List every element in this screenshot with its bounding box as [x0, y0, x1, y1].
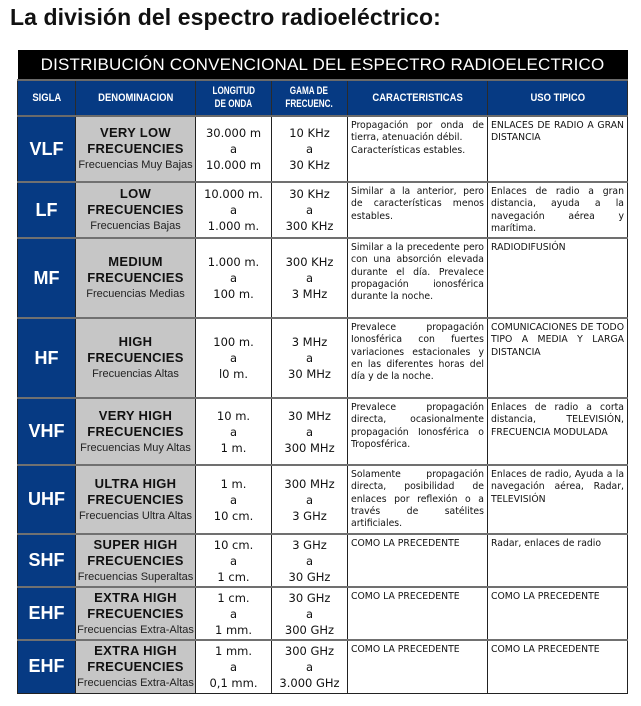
caracteristicas-cell: Prevalece propagación Ionosférica con fuertes variaciones estacionales y en las diferentes horas del día y de la noche.: [348, 318, 488, 398]
freq-to: 30 GHz: [288, 569, 331, 584]
header-caracteristicas-label: CARACTERISTICAS: [372, 91, 463, 104]
uso-cell: COMUNICACIONES DE TODO TIPO A MEDIA Y LARGA DISTANCIA: [488, 318, 628, 398]
freq-separator: a: [305, 659, 314, 674]
table-title: DISTRIBUCIÓN CONVENCIONAL DEL ESPECTRO RADIOELECTRICO: [18, 50, 628, 80]
name-en-line1: VERY LOW: [99, 125, 172, 140]
wave-separator: a: [229, 659, 238, 674]
name-es: Frecuencias Ultra Altas: [78, 509, 193, 522]
freq-to: 300 KHz: [285, 219, 334, 234]
table-row: [18, 398, 628, 465]
wavelength-cell: [196, 318, 272, 398]
name-en-line2: FRECUENCIES: [87, 141, 184, 156]
freq-from: 30 GHz: [288, 590, 331, 605]
table-row: [18, 116, 628, 182]
freq-separator: a: [305, 142, 314, 156]
freq-separator: a: [305, 203, 314, 218]
caracteristicas-cell: Prevalece propagación directa, ocasionalmente propagación Ionosférica o Troposférica.: [348, 398, 488, 465]
name-es: Frecuencias Altas: [92, 368, 179, 381]
name-es: Frecuencias Extra-Altas: [77, 623, 194, 636]
wave-separator: a: [229, 203, 238, 218]
uso-cell: COMO LA PRECEDENTE: [488, 587, 628, 640]
name-en-line1: HIGH: [118, 334, 153, 350]
name-en-line2: FRECUENCIES: [87, 491, 184, 507]
header-gama: [272, 80, 348, 116]
freq-from: 30 MHz: [288, 408, 331, 423]
table-row: [18, 318, 628, 398]
freq-to: 300 GHz: [284, 622, 335, 637]
wave-separator: a: [229, 142, 238, 156]
denominacion-cell: [76, 534, 196, 587]
name-en-line1: LOW: [119, 186, 152, 202]
name-en-line1: SUPER HIGH: [93, 536, 178, 552]
wavelength-cell: [196, 640, 272, 693]
wave-to: l0 m.: [218, 367, 249, 382]
sigla-cell: SHF: [18, 534, 76, 587]
name-es: Frecuencias Medias: [86, 288, 185, 301]
denominacion-cell: [76, 182, 196, 238]
wavelength-cell: [196, 587, 272, 640]
frequency-cell: [272, 182, 348, 238]
freq-separator: a: [305, 271, 314, 286]
freq-from: 10 KHz: [289, 126, 330, 140]
uso-cell: Enlaces de radio a gran distancia, ayuda a la navegación aérea y marítima.: [488, 182, 628, 238]
header-denominacion-label: DENOMINACION: [97, 91, 174, 104]
sigla-cell: EHF: [18, 640, 76, 693]
wave-from: 100 m.: [213, 335, 254, 350]
freq-from: 30 KHz: [289, 187, 330, 202]
table-body: [18, 116, 628, 693]
header-longitud: [196, 80, 272, 116]
freq-to: 3.000 GHz: [279, 675, 340, 690]
header-sigla-label: SIGLA: [32, 91, 61, 104]
wave-from: 1.000 m.: [207, 255, 260, 270]
denominacion-cell: [76, 465, 196, 534]
freq-from: 3 MHz: [291, 335, 328, 350]
name-en-line2: FRECUENCIES: [87, 658, 184, 674]
freq-from: 300 MHz: [284, 476, 335, 491]
table-row: [18, 238, 628, 318]
wave-to: 10.000 m: [205, 158, 262, 172]
wave-to: 10 cm.: [213, 508, 254, 523]
sigla-cell: HF: [18, 318, 76, 398]
wave-from: 1 m.: [220, 476, 247, 491]
wave-from: 10.000 m.: [204, 187, 263, 202]
denominacion-cell: [76, 587, 196, 640]
wavelength-cell: [196, 238, 272, 318]
caracteristicas-cell: COMO LA PRECEDENTE: [348, 640, 488, 693]
sigla-cell: UHF: [18, 465, 76, 534]
sigla-cell: LF: [18, 182, 76, 238]
caracteristicas-cell: COMO LA PRECEDENTE: [348, 534, 488, 587]
caracteristicas-cell: [348, 116, 488, 182]
name-es: Frecuencias Extra-Altas: [77, 676, 194, 689]
uso-cell: ENLACES DE RADIO A GRAN DISTANCIA: [488, 116, 628, 182]
frequency-cell: [272, 587, 348, 640]
frequency-cell: [272, 238, 348, 318]
spectrum-table: [17, 50, 628, 694]
denominacion-cell: [76, 398, 196, 465]
name-en-line1: MEDIUM: [108, 254, 163, 270]
denominacion-cell: [76, 238, 196, 318]
wavelength-cell: [196, 398, 272, 465]
wave-from: 1 cm.: [217, 590, 250, 605]
wave-from: 10 cm.: [213, 537, 254, 552]
wave-from: 1 mm.: [214, 643, 253, 658]
sigla-cell: VLF: [18, 116, 76, 182]
name-es: Frecuencias Muy Altas: [80, 441, 191, 454]
name-en-line2: FRECUENCIES: [87, 552, 184, 568]
denominacion-cell: [76, 318, 196, 398]
sigla-cell: VHF: [18, 398, 76, 465]
wave-separator: a: [229, 271, 238, 286]
wavelength-cell: [196, 465, 272, 534]
header-uso-label: USO TIPICO: [530, 91, 585, 104]
freq-separator: a: [305, 606, 314, 621]
wave-to: 0,1 mm.: [209, 675, 258, 690]
header-sigla: [18, 80, 76, 116]
freq-to: 3 MHz: [291, 287, 328, 302]
name-en-line1: EXTRA HIGH: [94, 589, 177, 605]
uso-cell: RADIODIFUSIÓN: [488, 238, 628, 318]
header-longitud-line2: DE ONDA: [214, 98, 253, 110]
name-en-line2: FRECUENCIES: [87, 423, 184, 439]
uso-cell: COMO LA PRECEDENTE: [488, 640, 628, 693]
sigla-cell: MF: [18, 238, 76, 318]
caracteristicas-cell: Similar a la precedente pero con una absorción elevada durante el día. Prevalece propagación ionosférica durante la noche.: [348, 238, 488, 318]
wavelength-cell: [196, 116, 272, 182]
header-gama-line2: FRECUENC.: [285, 98, 334, 110]
frequency-cell: [272, 116, 348, 182]
caracteristicas-cell: COMO LA PRECEDENTE: [348, 587, 488, 640]
table-row: [18, 182, 628, 238]
caracteristicas-cell: Similar a la anterior, pero de características menos estables.: [348, 182, 488, 238]
uso-cell: Radar, enlaces de radio: [488, 534, 628, 587]
wave-separator: a: [229, 424, 238, 439]
table-row: [18, 587, 628, 640]
caracteristicas-text: Propagación por onda de tierra, atenuación débil.: [351, 120, 484, 144]
wave-from: 30.000 m: [205, 126, 262, 140]
freq-to: 3 GHz: [292, 508, 327, 523]
wavelength-cell: [196, 182, 272, 238]
name-es: Frecuencias Superaltas: [77, 570, 194, 583]
frequency-cell: [272, 465, 348, 534]
wave-to: 1 mm.: [214, 622, 253, 637]
name-en-line1: EXTRA HIGH: [94, 642, 177, 658]
table-row: [18, 534, 628, 587]
table-row: [18, 465, 628, 534]
frequency-cell: [272, 398, 348, 465]
header-denominacion: [76, 80, 196, 116]
freq-to: 30 MHz: [288, 367, 331, 382]
wave-separator: a: [229, 606, 238, 621]
wave-separator: a: [229, 492, 238, 507]
table-header-row: [18, 80, 628, 116]
header-longitud-line1: LONGITUD: [212, 85, 255, 97]
denominacion-cell: [76, 640, 196, 693]
header-uso: [488, 80, 628, 116]
freq-separator: a: [305, 492, 314, 507]
freq-separator: a: [305, 351, 314, 366]
caracteristicas-cell: Solamente propagación directa, posibilidad de enlaces por reflexión o a través de satélites artificiales.: [348, 465, 488, 534]
freq-to: 300 MHz: [284, 440, 335, 455]
uso-cell: Enlaces de radio a corta distancia, TELEVISIÓN, FRECUENCIA MODULADA: [488, 398, 628, 465]
wave-separator: a: [229, 351, 238, 366]
freq-from: 3 GHz: [292, 537, 327, 552]
wave-separator: a: [229, 553, 238, 568]
table-row: [18, 640, 628, 693]
table-title-row: [18, 50, 628, 80]
wavelength-cell: [196, 534, 272, 587]
name-en-line2: FRECUENCIES: [87, 605, 184, 621]
denominacion-cell: [76, 116, 196, 182]
frequency-cell: [272, 640, 348, 693]
header-caracteristicas: [348, 80, 488, 116]
name-es: Frecuencias Bajas: [90, 220, 181, 233]
page-title: La división del espectro radioeléctrico:: [10, 4, 441, 30]
name-en-line2: FRECUENCIES: [87, 270, 184, 286]
freq-separator: a: [305, 424, 314, 439]
frequency-cell: [272, 534, 348, 587]
freq-from: 300 GHz: [284, 643, 335, 658]
name-en-line1: VERY HIGH: [98, 407, 173, 423]
freq-from: 300 KHz: [285, 255, 334, 270]
name-en-line2: FRECUENCIES: [87, 350, 184, 366]
caracteristicas-text: Características estables.: [351, 144, 466, 156]
header-gama-line1: GAMA DE: [290, 85, 329, 97]
frequency-cell: [272, 318, 348, 398]
name-es: Frecuencias Muy Bajas: [78, 159, 193, 171]
name-en-line1: ULTRA HIGH: [94, 475, 177, 491]
uso-cell: Enlaces de radio, Ayuda a la navegación aérea, Radar, TELEVISIÓN: [488, 465, 628, 534]
wave-to: 1 m.: [220, 440, 247, 455]
sigla-cell: EHF: [18, 587, 76, 640]
wave-from: 10 m.: [216, 408, 251, 423]
wave-to: 1.000 m.: [207, 219, 260, 234]
wave-to: 1 cm.: [217, 569, 250, 584]
name-en-line2: FRECUENCIES: [87, 202, 184, 218]
freq-separator: a: [305, 553, 314, 568]
freq-to: 30 KHz: [289, 158, 330, 172]
wave-to: 100 m.: [213, 287, 254, 302]
